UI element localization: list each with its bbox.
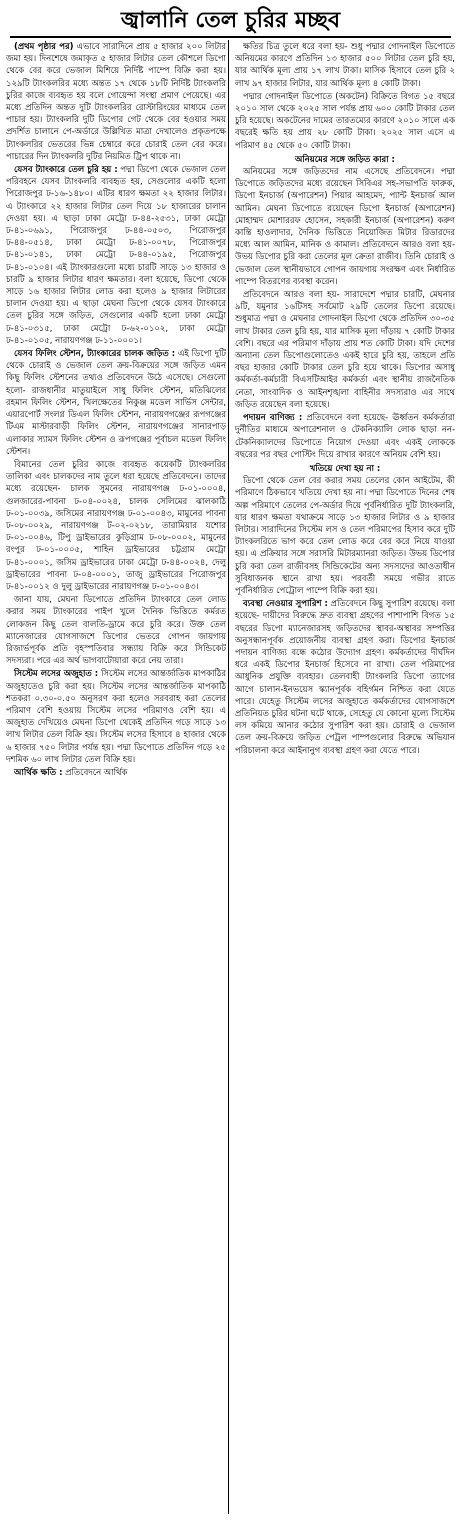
paragraph-text: প্রতিবেদনে কিছু সুপারিশ রয়েছে। বলা হয়েছে- দায়ীদের বিরুদ্ধে দ্রুত ব্যবস্থা গ্রহণের পাশাপাশি বিগত ১৫ বছরের ডিপো ম্যানেজারসহ জড়িতদের স্থাবর-অস্থাবর সম্পত্তির অনুসন্ধানপূর্বক প্রয়োজনীয় ব্যবস্থা গ্রহণ করা। ডিপোর ইনচার্জ পদায়ন বাণিজ্য বন্ধে কঠোর উদ্যোগ গ্রহণ। কর্মকর্তাদের দীর্ঘদিন ধরে একই ডিপোর ইনচার্জ হিসেবে না রাখা। তেল পরিমাপের আধুনিক প্রযুক্তি ব্যবহার। তেলবাহী ট্যাংকলরি ডিপো ত্যাগের আগে চালান-ইনভয়েস স্ক্যানপূর্বক বহির্গমন নিশ্চিত করা যেতে পারে। যেহেতু সিস্টেম লসের অজুহাতে কর্মকর্তাদের যোগসাজশে প্রতিনিয়ত চুরির ঘটনা ঘটে থাকে, সেহেতু যে কোনো মূল্যে সিস্টেম লস কমিয়ে আনার কঠোর সুপারিশ করা হয়। চোরাই ও ভেজাল তেল ক্রয়-বিক্রয়ে জড়িত পেট্রল পাম্পগুলোর বিরুদ্ধে অভিযান পরিচালনা করে আইনানুগ ব্যবস্থা গ্রহণ করা যেতে পারে। xyxy=(235,598,455,755)
right-column xyxy=(235,40,455,1516)
paragraph-text: ডিপো থেকে তেল বের করার সময় তেলের কোন আইটেম, কী পরিমাণে ঠিকভাবে খতিয়ে দেখা হয় না। পদ্মা ডিপোতে দিনের শেষ অল্প পরিমাণে তেলের পে-অর্ডার দিয়ে পূর্বনির্ধারিত দুটি ট্যাংকলরি, যার ধারণ ক্ষমতা যথাক্রমে সাড়ে ১৩ হাজার লিটার ও ৯ হাজার লিটার। সারাদিনের সিস্টেম লস ও তেল পরিমাপের হিসাব করে দুটি ট্যাংকলরিতে ভাগ করে তেল লোড করে বের করে নিয়ে যাওয়া হয়। এ প্রক্রিয়ার সঙ্গে সরাসরি মিটারম্যানরা জড়িত। উভয় ডিপোর চুরি করা তেল রাজীবসহ সিন্ডিকেটের অন্য সদস্যদের আওতাধীন সুবিধাজনক স্থানে রাখা হয়। পরবর্তী সময়ে গভীর রাতে পূর্বনির্ধারিত পেট্রোল পাম্পে বিক্রি করা হয়। xyxy=(235,475,455,595)
article-paragraph xyxy=(235,597,455,756)
article-paragraph xyxy=(235,165,455,287)
article-paragraph xyxy=(6,667,226,765)
headline: জ্বালানি তেল চুরির মচ্ছব xyxy=(10,6,451,38)
article-paragraph xyxy=(235,411,455,460)
article-paragraph xyxy=(6,593,226,666)
paragraph-lead: সিস্টেম লসের অজুহাত : xyxy=(14,668,99,679)
column-divider xyxy=(228,40,229,1514)
paragraph-lead: যেসব ফিলিং স্টেশন, ট্যাংকারের চালক জড়িত : xyxy=(14,348,176,359)
article-paragraph xyxy=(235,288,455,410)
paragraph-text: পদ্মা ডিপো থেকে ভেজাল তেল পরিবহনে যেসব ট্যাংকলরি ব্যবহৃত হয়, সেগুলোর একটি হলো পিরোজপুর ঢ-১৬-১৪৮০। এটির ধারণ ক্ষমতা ২২ হাজার লিটার। এ ট্যাংকারে ২২ হাজার লিটার তেল দিয়ে ১৮ হাজারের চালান দেওয়া হয়। এ ছাড়া ঢাকা মেট্রো ঢ-৪৪-২৫৩১, ঢাকা মেট্রো ঢ-৪১-০৬৯১, পিরোজপুর ঢ-৪৪-০৫০৩, পিরোজপুর ঢ-৪৪-০৫১৪, ঢাকা মেট্রো ঢ-৪১-০০৭৮, পিরোজপুর ঢ-৪১-০১৪১, ঢাকা মেট্রো ঢ-৪৪-০১৯৫, পিরোজপুর ঢ-৪১-০১০৪। এই ট্যাংকারগুলো মধ্যে চারটি সাড়ে ১৩ হাজার ও চারটি ৯ হাজার লিটার ধারণ ক্ষমতার। বলা হয়েছে, ডিপো থেকে সাড়ে ১৬ হাজার লিটার লোড করা হলেও ৯ হাজার লিটারের চালান দেওয়া হয়। এ ছাড়া মেঘনা ডিপো থেকে যেসব ট্যাংকারে তেল চুরির সঙ্গে জড়িত, সেগুলোর একটি হলো ঢাকা মেট্রো ঢ-৪১-০৩১৫, ঢাকা মেট্রো ঢ-৬২-০১০২, ঢাকা মেট্রো ঢ-৪১-০১০৫, নারায়ণগঞ্জ ঢ-১১-০০০১। xyxy=(6,164,226,345)
article-paragraph xyxy=(6,163,226,346)
paragraph-text: প্রতিবেদনে আরও বলা হয়- সারাদেশে পদ্মার চারটি, মেঘনার ৯টি, যমুনার ১৬টিসহ সর্বমোট ২৯টি তেলের ডিপো রয়েছে। শুধুমাত্র পদ্মা ও মেঘনার গোদনাইল ডিপো থেকে প্রতিদিন ৩০-৩৫ লাখ টাকার তেল চুরি হয়, যার মাসিক মূল্য দাঁড়ায় ৭ কোটি টাকার বেশি। বছরে এর পরিমাণ দাঁড়ায় প্রায় শত কোটি টাকা। যদি দেশের অন্যান্য তেল ডিপোগুলোতেও একই হারে চুরি হয়, তাহলে প্রতি বছর হাজার কোটি টাকার তেল চুরি হয়ে থাকে। ডিপোর অসাধু কর্মকর্তা-কর্মচারী বিএসটিআইর কর্মকর্তা এবং স্থানীয় রাজনৈতিক নেতা, সাংবাদিক ও আইনশৃঙ্খলা বাহিনীর সদস্যরাও এর সাথে জড়িত রয়েছেন বলা হয়েছে। xyxy=(235,289,455,409)
paragraph-lead: আর্থিক ক্ষতি : xyxy=(14,766,63,777)
article-paragraph xyxy=(6,40,226,162)
left-column xyxy=(6,40,226,1516)
paragraph-text: সিস্টেম লসের আন্তর্জাতিক মাপকাঠির অজুহাতেও চুরি করা হয়। সিস্টেম লসের আন্তর্জাতিক মাপকাঠি শতকরা ০.৩০-০.৫০ অনুসরণ করা হলেও সরবরাহ করা তেলের পরিমাণ বেশি হওয়ায় সিস্টেম লসের পরিমাণও বেশি হয়। এ অজুহাত দেখিয়েও মেঘনা ডিপো থেকেই প্রতিদিন গড়ে সাড়ে ১৩ লাখ লিটার তেল বিক্রি হয়। সিস্টেম লসের হিসাবে ৪ হাজার থেকে ৬ হাজার ৭৫০ লিটার পর্যন্ত হয়। পদ্মা ডিপোতে প্রতিদিন গড়ে ২৫ দশমিক ৬০ লাখ লিটার তেল বিক্রি হয়। xyxy=(6,668,226,764)
paragraph-lead: যেসব ট্যাংকারে তেল চুরি হয় : xyxy=(14,164,118,175)
paragraph-lead: (প্রথম পৃষ্ঠার পর) xyxy=(14,41,74,51)
paragraph-lead: পদায়ন বাণিজ্য : xyxy=(243,412,303,423)
paragraph-text: জানা যায়, মেঘনা ডিপোতে প্রতিদিন ট্যাংকারে তেল লোড করার সময় ট্যাংকারের পাইপ খুলে দৈনিক ভিত্তিতে কর্মরত লোকজন কিছু তেল বালতি-ড্রামে করে চুরি করে। উক্ত তেল ম্যানেজারের যোগসাজশে ডিপোর ভেতরে গোপন জায়গায় রিজার্ভপূর্বক প্রতি বৃহস্পতিবার সন্ধ্যায় বিক্রি করে সিন্ডিকেট সদস্যরা। পরে এর অর্থ ভাগবাটোয়ারা করে নেয় তারা। xyxy=(6,594,226,666)
article-paragraph xyxy=(235,40,455,89)
paragraph-text: প্রতিবেদনে আর্থিক xyxy=(62,766,128,777)
article-paragraph xyxy=(235,90,455,151)
section-heading: অনিয়মের সঙ্গে জড়িত কারা : xyxy=(295,153,395,164)
paragraph-text: পদ্মার গোদনাইল ডিপোতে (অকটেন) বিক্রিতে বিগত ১৫ বছরে ২০১০ সাল থেকে ২০২৫ সাল পর্যন্ত প্রায় ৬০০ কোটি টাকার তেল চুরি হয়েছে। অকটেনের দামের তারতম্যের কারণে ২০১০ সালে এক বছরেই ক্ষতি হয় প্রায় ২৮ কোটি টাকা। ২০২৫ সাল এসে এ পরিমাণ ৪৫ থেকে ৫০ কোটি টাকা। xyxy=(235,90,455,150)
article-paragraph xyxy=(235,474,455,596)
paragraph-text: বিমানের তেল চুরির কাজে ব্যবহৃত কয়েকটি ট্যাংকলরির তালিকা এবং চালকদের নাম তুলে ধরা হয়েছে প্রতিবেদনে। তাদের মধ্যে রয়েছেন- চালক সুমনের নারায়ণগঞ্জ ঢ-০১-০০০৪, গুলজারের-পাবনা ঢ-০৪-০০২৪, চালক সেলিমের ঝালকাঠি ঢ-০১-০০৩৯, জসিমের নারায়ণগঞ্জ ঢ-০১-০০৪৩, মামুনের পাবনা ঢ-০৮-০০২৯, নারায়ণগঞ্জ ট-০২-০২১৮, তারামিয়ার যশোর ঢ-০১-০০৪৬, টিপু ড্রাইভারের কুড়িগ্রাম ঢ-০৮-০০০২, মামুনের রংপুর ঢ-০১-০০০৫, শাহিন ড্রাইভারের চট্টগ্রাম মেট্রো ঢ-৪১-০০০১, জসিম ড্রাইভারের ঢাকা মেট্রো ঢ-৪৪-০০২৪, দেলু ড্রাইভারের পাবনা ঢ-০৪-০০০১, তাজু ড্রাইভারের পিরোজপুর ঢ-৪১-০০১২ ও দুলু ড্রাইভারের নারায়ণগঞ্জ ঢ-০১-০০৪৩। xyxy=(6,458,226,591)
article-paragraph xyxy=(6,766,226,778)
paragraph-text: এই ডিপো দুটি থেকে চোরাই ও ভেজাল তেল ক্রয়-বিক্রয়ের সঙ্গে জড়িত এমন কিছু ফিলিং স্টেশনের তথ্যও প্রতিবেদনে উঠে এসেছে। সেগুলো হলো- রাজধানীর মাতুয়াইলে সাধু ফিলিং স্টেশন, মতিঝিলের রহমান ফিলিং স্টেশন, খিলক্ষেতের নিকুঞ্জ মডেল সার্ভিস সেন্টার, এয়ারপোর্ট সংলগ্ন ডিএল ফিলিং স্টেশন, নারায়ণগঞ্জের রূপগঞ্জের টিএম মাস্টারবাড়ী ফিলিং স্টেশন, নারায়ণগঞ্জের সানারপাড় এলাকার স্যামস ফিলিং স্টেশন ও রূপগঞ্জের পূর্বাচল মডেল ফিলিং স্টেশন। xyxy=(6,348,226,456)
article-paragraph xyxy=(6,458,226,592)
paragraph-text: প্রতিবেদনে বলা হয়েছে- ঊর্ধ্বতন কর্মকর্তারা দুর্নীতির মাধ্যমে অপারেশনাল ও টেকনিক্যালি লোক ছাড়া নন-টেকনিক্যালদের ডিপোতে নিয়োগ দেওয়া এবং একই লোককে বছরের পর বছর পোস্টিং দিয়ে রাখার কারণে অনিয়ম বেশি হয়। xyxy=(235,412,455,459)
paragraph-text: এভাবে সারাদিনে প্রায় ৫ হাজার ২০০ লিটার জমা হয়। দিনশেষে জমাকৃত ৫ হাজার লিটার তেল কৌশলে ডিপো থেকে বের করে ভেজাল মিশিয়ে নির্দিষ্ট পাম্পে বিক্রি করা হয়। ১২৯টি ট্যাংকলরির মধ্যে অন্তত ১৭ থেকে ১৮টি নির্দিষ্ট ট্যাংকলরি চুরির কাজে ব্যবহৃত হয় বলে গোয়েন্দা সংস্থা প্রমাণ পেয়েছে। এর মধ্যে প্রতিদিন অন্তত দুটি ট্যাংকলরির রোস্টারিংয়ের মাধ্যমে তেল পাচার হয়। ট্যাংকলরি দুটি ডিপোর গেট থেকে বের হওয়ার সময় প্রদর্শিত চালানে পে-অর্ডারে উল্লিখিত মাত্রা দেখালেও প্রকৃতপক্ষে ট্যাংকলরির ভেতরের ভিন্ন চেম্বারে করে চোরাই তেল বের করে। পাচারের দিন ট্যাংকলরি দুটির নিয়মিত ট্রিপ থাকে না। xyxy=(6,41,226,161)
paragraph-text: ক্ষতির চিত্র তুলে ধরে বলা হয়- শুধু পদ্মার গোদনাইল ডিপোতে অনিয়মের কারণে প্রতিদিন ১৩ হাজার ৫০০ লিটার তেল চুরি হয়, যার আর্থিক মূল্য প্রায় ১৭ লাখ টাকা। মাসিক হিসাবে তেল চুরি ২ লাখ ৯৭ হাজার লিটার, যার আর্থিক মূল্য ৪ কোটি টাকা। xyxy=(235,41,455,88)
article-paragraph xyxy=(6,347,226,457)
paragraph-lead: ব্যবস্থা নেওয়ার সুপারিশ : xyxy=(243,598,328,609)
section-heading: খতিয়ে দেখা হয় না : xyxy=(309,462,381,473)
paragraph-text: অনিয়মের সঙ্গে জড়িতদের নাম এসেছে প্রতিবেদনে। পদ্মা ডিপোতে জড়িতদের মধ্যে রয়েছেন সিবিএর সহ-সভাপতি ফারুক, ডিপো ইনচার্জ (অপারেশন) পিয়ার আহমেদ, প্যান্ট ইনচার্জ আল আমিন। মেঘনা ডিপোতে রয়েছেন ডিপো ইনচার্জ (অপারেশন) মোহাম্মদ মোশাররফ হোসেন, সহকারী ইনচার্জ (অপারেশন) করুণ কান্তি হাওলাদার, দৈনিক ভিত্তিতে নিয়োজিত মিটার রিডারদের মধ্যে আল আমিন, মানিক ও কামাল। প্রতিবেদনে আরও বলা হয়- উভয় ডিপোর চুরি করা তেলের মূল ক্রেতা রাজীব। তিনি চোরাই ও ভেজাল তেল স্থানীয়ভাবে গোপন জায়গায় সংরক্ষণ এবং নির্ধারিত পাম্পে বিতরণের ব্যবস্থা করেন। xyxy=(235,166,455,286)
